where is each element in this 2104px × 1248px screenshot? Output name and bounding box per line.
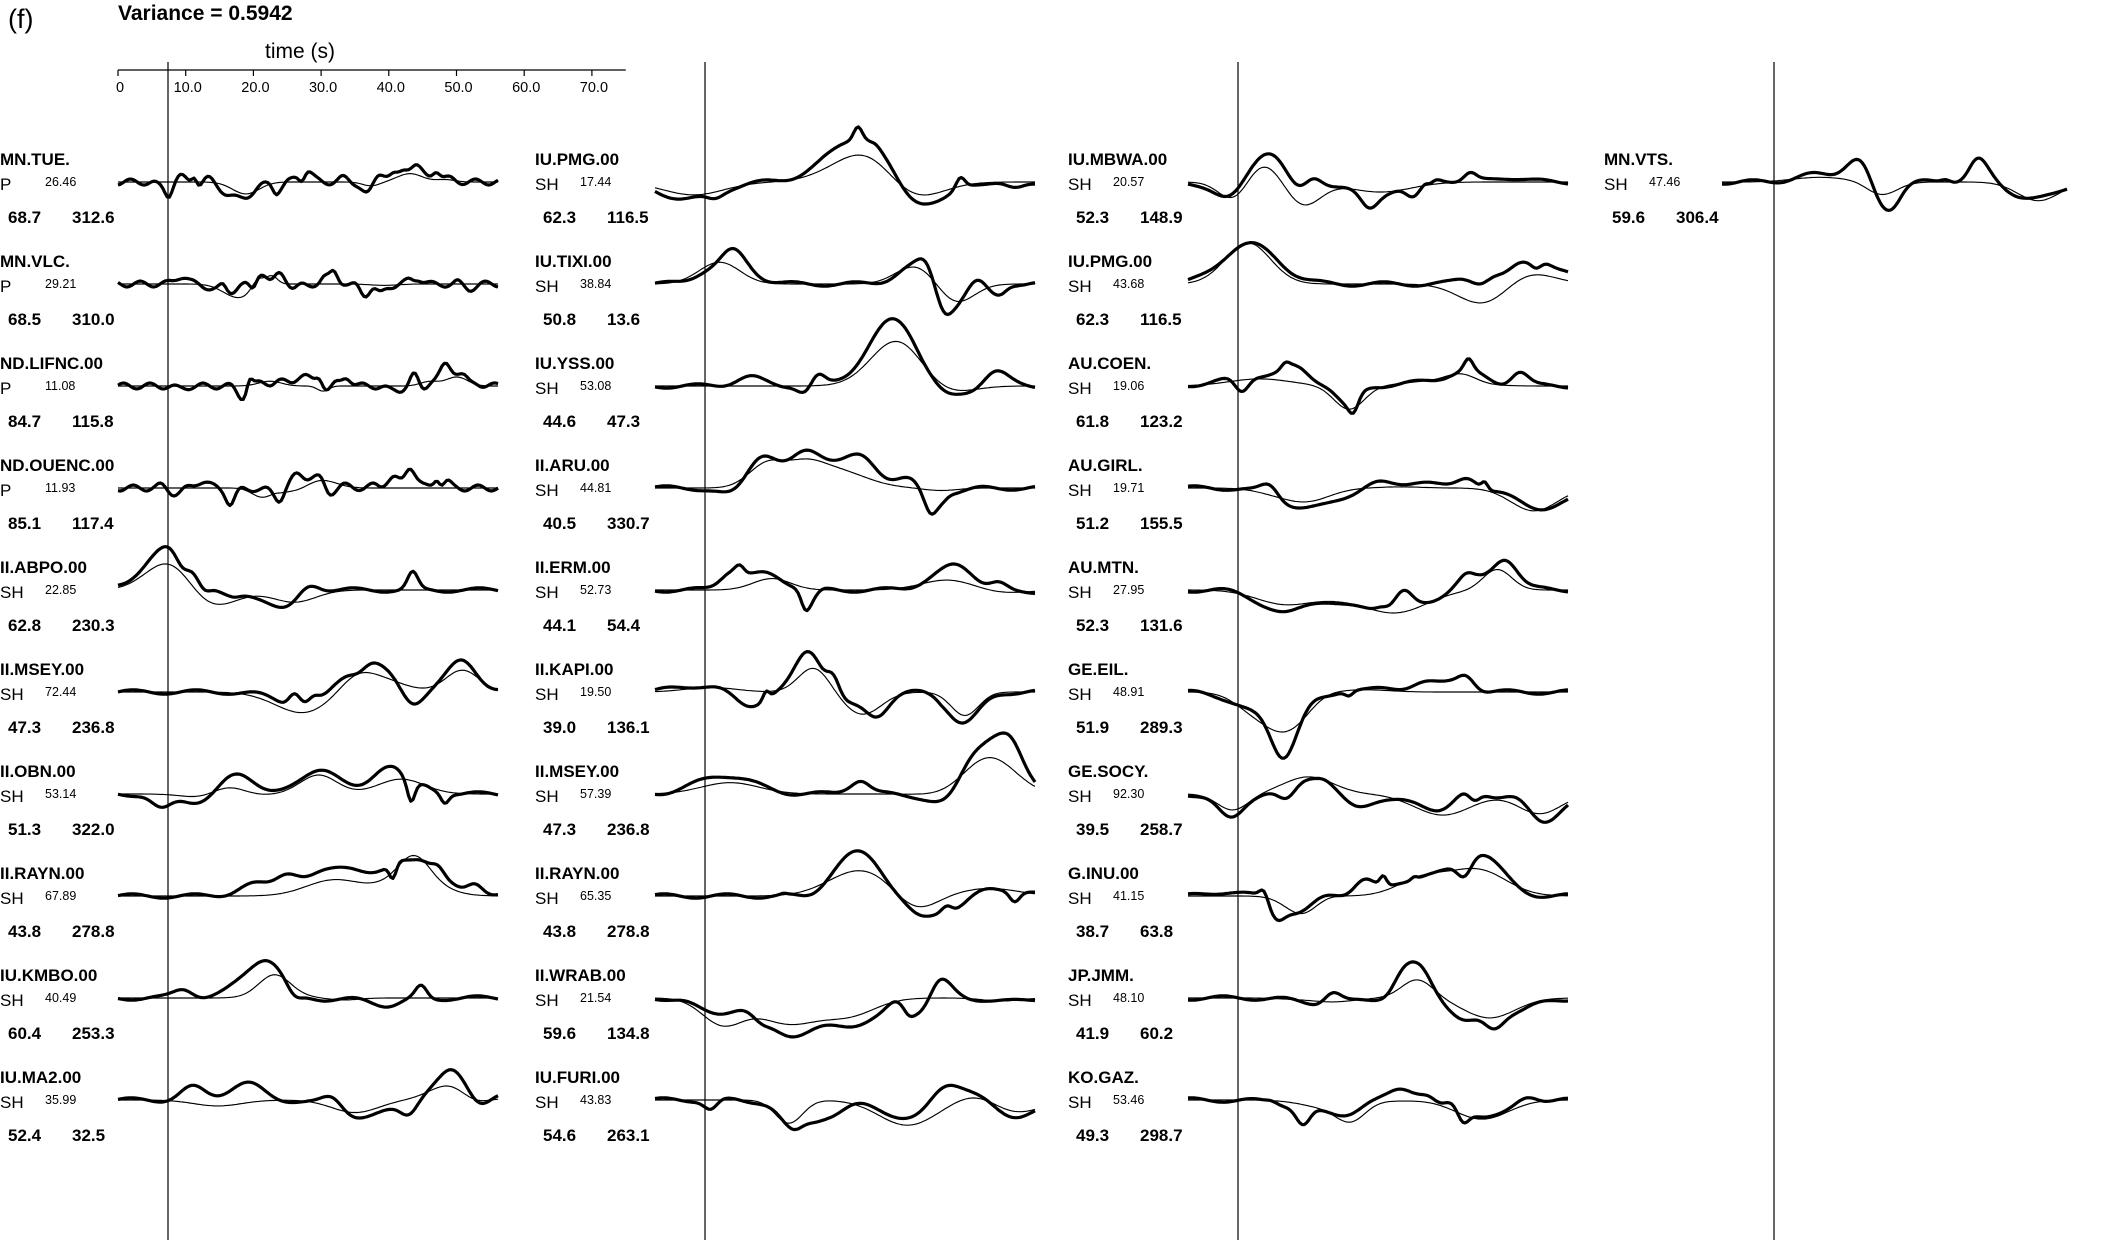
time-tick-label: 60.0: [512, 80, 541, 96]
amplitude-label: 48.10: [1113, 991, 1145, 1005]
observed-waveform: [118, 469, 498, 505]
station-name: AU.MTN.: [1068, 558, 1139, 577]
variance-label: Variance = 0.5942: [118, 2, 293, 25]
observed-waveform: [655, 450, 1035, 514]
observed-waveform: [1188, 560, 1568, 611]
station-panel: [0, 252, 498, 329]
observed-waveform: [655, 979, 1035, 1037]
distance-label: 59.6: [543, 1024, 577, 1043]
amplitude-label: 41.15: [1113, 889, 1145, 903]
time-tick-label: 10.0: [173, 80, 202, 96]
azimuth-label: 116.5: [1140, 310, 1182, 329]
synthetic-waveform: [1188, 1100, 1568, 1122]
phase-label: SH: [1068, 991, 1092, 1010]
azimuth-label: 60.2: [1140, 1024, 1174, 1043]
amplitude-label: 27.95: [1113, 583, 1145, 597]
distance-label: 38.7: [1076, 922, 1110, 941]
station-panel: [0, 856, 498, 942]
station-panel: [0, 547, 498, 635]
phase-label: SH: [1068, 685, 1092, 704]
station-name: GE.EIL.: [1068, 660, 1129, 679]
distance-label: 85.1: [8, 514, 42, 533]
station-panel: [535, 249, 1035, 330]
amplitude-label: 21.54: [580, 991, 612, 1005]
synthetic-waveform: [118, 1086, 498, 1113]
azimuth-label: 278.8: [72, 922, 115, 941]
amplitude-label: 92.30: [1113, 787, 1145, 801]
phase-label: SH: [535, 991, 559, 1010]
amplitude-label: 65.35: [580, 889, 612, 903]
amplitude-label: 22.85: [45, 583, 77, 597]
distance-label: 51.3: [8, 820, 42, 839]
azimuth-label: 322.0: [72, 820, 115, 839]
station-panel: [1068, 660, 1568, 758]
phase-label: SH: [1068, 583, 1092, 602]
amplitude-label: 11.93: [45, 481, 76, 495]
azimuth-label: 155.5: [1140, 514, 1183, 533]
azimuth-label: 312.6: [72, 208, 115, 227]
amplitude-label: 72.44: [45, 685, 77, 699]
amplitude-label: 17.44: [580, 175, 612, 189]
phase-label: P: [0, 379, 12, 398]
distance-label: 44.6: [543, 412, 577, 431]
station-name: IU.MA2.00: [0, 1068, 82, 1087]
phase-label: SH: [1604, 175, 1628, 194]
synthetic-waveform: [118, 564, 498, 604]
azimuth-label: 13.6: [607, 310, 641, 329]
azimuth-label: 330.7: [607, 514, 650, 533]
observed-waveform: [655, 564, 1035, 611]
amplitude-label: 38.84: [580, 277, 612, 291]
amplitude-label: 48.91: [1113, 685, 1145, 699]
phase-label: SH: [535, 787, 559, 806]
observed-waveform: [118, 860, 498, 899]
distance-label: 62.3: [543, 208, 577, 227]
station-name: II.RAYN.00: [0, 864, 85, 883]
station-panel: [0, 762, 498, 839]
phase-label: SH: [1068, 1093, 1092, 1112]
azimuth-label: 236.8: [607, 820, 650, 839]
distance-label: 54.6: [543, 1126, 577, 1145]
distance-label: 59.6: [1612, 208, 1646, 227]
amplitude-label: 52.73: [580, 583, 612, 597]
station-panel: [0, 961, 498, 1043]
station-panel: [0, 150, 498, 227]
station-name: MN.TUE.: [0, 150, 70, 169]
azimuth-label: 258.7: [1140, 820, 1183, 839]
phase-label: SH: [535, 889, 559, 908]
phase-label: SH: [0, 1093, 24, 1112]
observed-waveform: [1188, 778, 1568, 822]
azimuth-label: 278.8: [607, 922, 650, 941]
station-name: AU.GIRL.: [1068, 456, 1143, 475]
amplitude-label: 43.83: [580, 1093, 612, 1107]
phase-label: P: [0, 277, 12, 296]
azimuth-label: 253.3: [72, 1024, 115, 1043]
station-panel: [1068, 456, 1568, 533]
station-panel: [0, 354, 498, 431]
phase-label: SH: [0, 583, 24, 602]
observed-waveform: [655, 249, 1035, 315]
azimuth-label: 54.4: [607, 616, 641, 635]
amplitude-label: 53.46: [1113, 1093, 1145, 1107]
observed-waveform: [1188, 675, 1568, 758]
station-panel: [535, 319, 1035, 431]
station-name: ND.LIFNC.00: [0, 354, 103, 373]
station-panel: [1068, 243, 1568, 329]
distance-label: 60.4: [8, 1024, 42, 1043]
station-name: IU.MBWA.00: [1068, 150, 1168, 169]
observed-waveform: [655, 652, 1035, 723]
phase-label: SH: [1068, 481, 1092, 500]
amplitude-label: 57.39: [580, 787, 612, 801]
distance-label: 52.4: [8, 1126, 42, 1145]
time-tick-label: 50.0: [444, 80, 473, 96]
amplitude-label: 44.81: [580, 481, 612, 495]
amplitude-label: 19.71: [1113, 481, 1145, 495]
phase-label: SH: [535, 379, 559, 398]
station-name: II.RAYN.00: [535, 864, 620, 883]
azimuth-label: 310.0: [72, 310, 115, 329]
synthetic-waveform: [1188, 690, 1568, 732]
station-panel: [535, 652, 1035, 737]
azimuth-label: 134.8: [607, 1024, 650, 1043]
observed-waveform: [1188, 855, 1568, 920]
time-tick-label: 30.0: [308, 80, 338, 96]
synthetic-waveform: [1188, 243, 1568, 303]
station-panel: [1068, 855, 1568, 941]
station-panel: [1068, 150, 1568, 227]
azimuth-label: 298.7: [1140, 1126, 1183, 1145]
distance-label: 61.8: [1076, 412, 1110, 431]
distance-label: 68.7: [8, 208, 42, 227]
azimuth-label: 263.1: [607, 1126, 650, 1145]
amplitude-label: 47.46: [1649, 175, 1681, 189]
distance-label: 52.3: [1076, 208, 1110, 227]
station-panels: [0, 127, 2067, 1145]
azimuth-label: 115.8: [72, 412, 114, 431]
distance-label: 41.9: [1076, 1024, 1110, 1043]
phase-label: SH: [1068, 787, 1092, 806]
observed-waveform: [655, 851, 1035, 916]
station-name: II.ERM.00: [535, 558, 611, 577]
phase-label: SH: [1068, 277, 1092, 296]
distance-label: 44.1: [543, 616, 577, 635]
station-name: MN.VLC.: [0, 252, 70, 271]
station-name: IU.FURI.00: [535, 1068, 621, 1087]
station-name: MN.VTS.: [1604, 150, 1673, 169]
station-panel: [535, 127, 1035, 227]
distance-label: 52.3: [1076, 616, 1110, 635]
observed-waveform: [118, 766, 498, 807]
synthetic-waveform: [655, 341, 1035, 390]
station-panel: [535, 851, 1035, 941]
station-name: II.KAPI.00: [535, 660, 614, 679]
phase-label: SH: [535, 583, 559, 602]
phase-label: P: [0, 175, 12, 194]
synthetic-waveform: [655, 1098, 1035, 1125]
station-panel: [535, 966, 1035, 1043]
synthetic-waveform: [118, 975, 498, 1000]
azimuth-label: 123.2: [1140, 412, 1183, 431]
azimuth-label: 289.3: [1140, 718, 1183, 737]
station-name: IU.PMG.00: [1068, 252, 1153, 271]
phase-label: P: [0, 481, 12, 500]
azimuth-label: 63.8: [1140, 922, 1174, 941]
station-name: G.INU.00: [1068, 864, 1139, 883]
station-name: II.WRAB.00: [535, 966, 626, 985]
time-tick-label: 0: [115, 80, 125, 96]
azimuth-label: 116.5: [607, 208, 649, 227]
distance-label: 39.5: [1076, 820, 1110, 839]
station-name: KO.GAZ.: [1068, 1068, 1139, 1087]
station-name: II.MSEY.00: [0, 660, 85, 679]
phase-label: SH: [1068, 379, 1092, 398]
station-name: AU.COEN.: [1068, 354, 1152, 373]
azimuth-label: 306.4: [1676, 208, 1719, 227]
station-name: GE.SOCY.: [1068, 762, 1149, 781]
station-panel: [535, 450, 1035, 533]
amplitude-label: 19.50: [580, 685, 612, 699]
amplitude-label: 53.14: [45, 787, 77, 801]
observed-waveform: [1188, 243, 1568, 287]
time-tick-label: 20.0: [241, 80, 270, 96]
distance-label: 84.7: [8, 412, 42, 431]
distance-label: 51.9: [1076, 718, 1110, 737]
observed-waveform: [118, 961, 498, 1008]
distance-label: 50.8: [543, 310, 577, 329]
station-panel: [1604, 150, 2067, 227]
phase-label: SH: [535, 685, 559, 704]
station-name: IU.TIXI.00: [535, 252, 612, 271]
time-tick-label: 40.0: [376, 80, 405, 96]
observed-waveform: [1188, 962, 1568, 1029]
station-panel: [535, 558, 1035, 635]
distance-label: 62.8: [8, 616, 42, 635]
station-name: IU.PMG.00: [535, 150, 620, 169]
phase-label: SH: [0, 787, 24, 806]
time-tick-label: 70.0: [579, 80, 609, 96]
azimuth-label: 32.5: [72, 1126, 106, 1145]
amplitude-label: 43.68: [1113, 277, 1145, 291]
distance-label: 39.0: [543, 718, 577, 737]
station-name: II.ABPO.00: [0, 558, 87, 577]
station-name: JP.JMM.: [1068, 966, 1134, 985]
distance-label: 40.5: [543, 514, 577, 533]
station-panel: [535, 733, 1035, 839]
synthetic-waveform: [118, 775, 498, 797]
synthetic-waveform: [1188, 167, 1568, 205]
phase-label: SH: [535, 277, 559, 296]
distance-label: 47.3: [8, 718, 42, 737]
station-name: IU.YSS.00: [535, 354, 615, 373]
phase-label: SH: [1068, 889, 1092, 908]
phase-label: SH: [535, 175, 559, 194]
observed-waveform: [1188, 1089, 1568, 1125]
station-panel: [1068, 354, 1568, 431]
station-name: II.OBN.00: [0, 762, 76, 781]
station-panel: [535, 1068, 1035, 1145]
azimuth-label: 117.4: [72, 514, 114, 533]
amplitude-label: 20.57: [1113, 175, 1145, 189]
phase-label: SH: [1068, 175, 1092, 194]
amplitude-label: 29.21: [45, 277, 77, 291]
observed-waveform: [118, 1070, 498, 1118]
amplitude-label: 26.46: [45, 175, 77, 189]
azimuth-label: 131.6: [1140, 616, 1183, 635]
distance-label: 51.2: [1076, 514, 1110, 533]
synthetic-waveform: [1188, 487, 1568, 511]
station-name: ND.OUENC.00: [0, 456, 115, 475]
station-name: II.ARU.00: [535, 456, 610, 475]
amplitude-label: 19.06: [1113, 379, 1145, 393]
station-name: IU.KMBO.00: [0, 966, 98, 985]
azimuth-label: 230.3: [72, 616, 115, 635]
azimuth-label: 136.1: [607, 718, 650, 737]
phase-label: SH: [535, 481, 559, 500]
phase-label: SH: [0, 685, 24, 704]
amplitude-label: 67.89: [45, 889, 77, 903]
reference-lines: [168, 62, 1774, 1240]
station-panel: [1068, 1068, 1568, 1145]
time-axis-label: time (s): [265, 40, 335, 63]
distance-label: 43.8: [8, 922, 42, 941]
distance-label: 62.3: [1076, 310, 1110, 329]
station-panel: [1068, 962, 1568, 1043]
distance-label: 49.3: [1076, 1126, 1110, 1145]
station-panel: [1068, 762, 1568, 839]
azimuth-label: 148.9: [1140, 208, 1183, 227]
phase-label: SH: [0, 991, 24, 1010]
station-panel: [0, 456, 498, 533]
distance-label: 68.5: [8, 310, 42, 329]
time-axis: [116, 70, 626, 96]
observed-waveform: [655, 1085, 1035, 1129]
observed-waveform: [655, 733, 1035, 802]
phase-label: SH: [0, 889, 24, 908]
station-name: II.MSEY.00: [535, 762, 620, 781]
amplitude-label: 40.49: [45, 991, 77, 1005]
distance-label: 47.3: [543, 820, 577, 839]
station-panel: [0, 660, 498, 737]
amplitude-label: 53.08: [580, 379, 612, 393]
amplitude-label: 11.08: [45, 379, 76, 393]
observed-waveform: [118, 547, 498, 608]
station-panel: [1068, 558, 1568, 635]
amplitude-label: 35.99: [45, 1093, 77, 1107]
observed-waveform: [655, 319, 1035, 395]
panel-letter: (f): [8, 4, 34, 34]
synthetic-waveform: [655, 871, 1035, 907]
synthetic-waveform: [655, 155, 1035, 195]
azimuth-label: 236.8: [72, 718, 115, 737]
phase-label: SH: [535, 1093, 559, 1112]
azimuth-label: 47.3: [607, 412, 641, 431]
observed-waveform: [1188, 154, 1568, 208]
distance-label: 43.8: [543, 922, 577, 941]
observed-waveform: [1188, 479, 1568, 510]
observed-waveform: [1188, 359, 1568, 413]
station-panel: [0, 1068, 498, 1145]
